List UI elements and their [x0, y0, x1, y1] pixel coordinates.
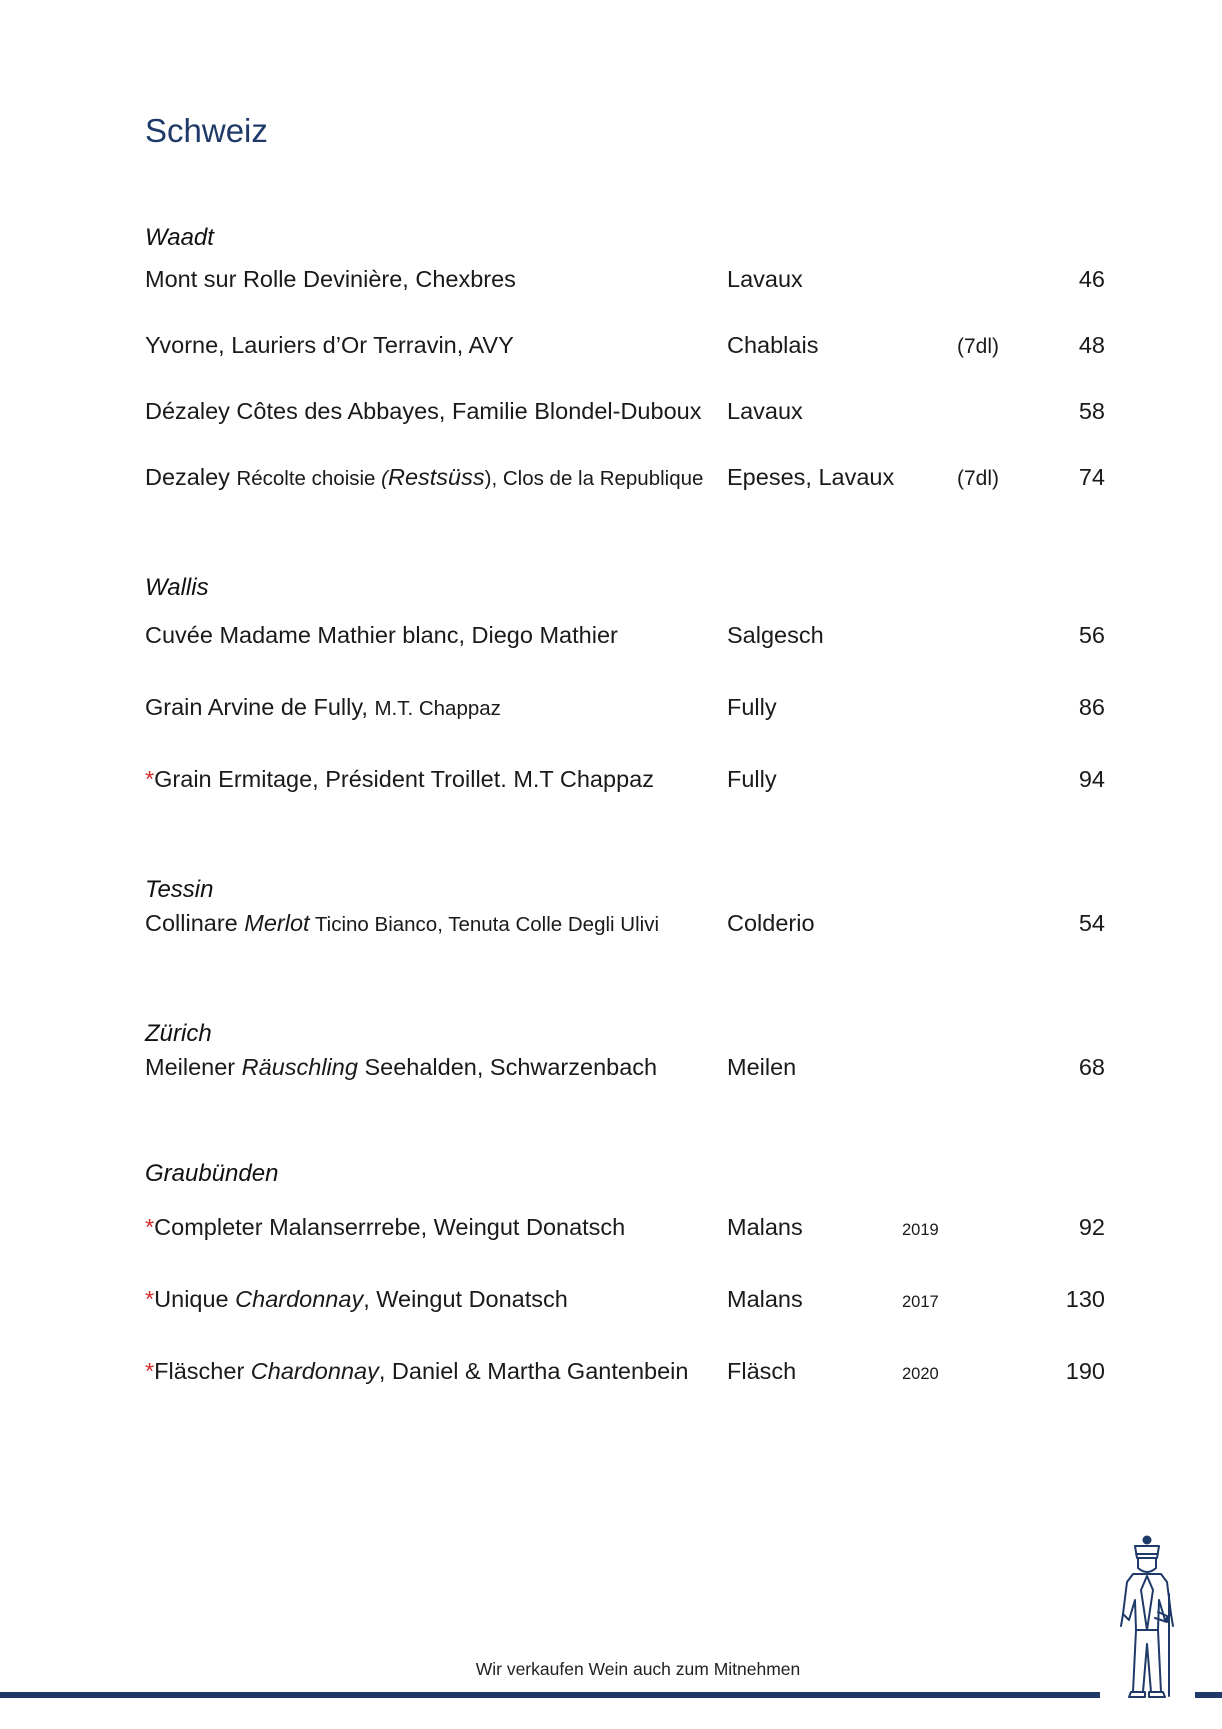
region-heading: Graubünden: [145, 1160, 279, 1187]
sommelier-recommendation-mark: *: [145, 766, 155, 792]
wine-place: Colderio: [727, 910, 815, 936]
wine-name-part: Yvorne, Lauriers d’Or Terravin, AVY: [145, 332, 514, 358]
wine-row: [0, 1054, 1222, 1086]
wine-place: Lavaux: [727, 266, 803, 292]
wine-name-part: Seehalden, Schwarzenbach: [357, 1054, 658, 1080]
wine-row: [0, 694, 1222, 726]
region-heading: Wallis: [145, 574, 209, 601]
wine-price: 74: [1078, 464, 1105, 490]
wine-row: [0, 1286, 1222, 1318]
wine-name: [145, 332, 514, 359]
wine-price: 48: [1078, 332, 1105, 358]
wine-name: [145, 1286, 568, 1313]
page-title: Schweiz: [145, 112, 268, 149]
wine-place: Fully: [727, 766, 777, 792]
wine-name: [145, 266, 516, 293]
wine-name: [145, 694, 501, 721]
wine-name-part: Ticino Bianco, Tenuta Colle Degli Ulivi: [309, 913, 660, 936]
wine-price: 58: [1078, 398, 1105, 424]
wine-name: [145, 464, 703, 491]
region-heading: Tessin: [145, 876, 214, 903]
takeaway-note: Wir verkaufen Wein auch zum Mitnehmen: [475, 1659, 801, 1679]
footer-divider-right: [1195, 1692, 1222, 1698]
wine-row: [0, 910, 1222, 942]
wine-row: [0, 398, 1222, 430]
wine-price: 130: [1065, 1286, 1105, 1312]
wine-name: [145, 1358, 688, 1385]
wine-place: Chablais: [727, 332, 819, 358]
wine-year: 2019: [902, 1221, 939, 1239]
wine-name-part: Restsüss: [387, 464, 485, 490]
sommelier-recommendation-mark: *: [145, 1358, 155, 1384]
wine-name: [145, 1214, 625, 1241]
wine-price: 92: [1078, 1214, 1105, 1240]
wine-volume: (7dl): [957, 467, 1000, 490]
sommelier-recommendation-mark: *: [145, 1214, 155, 1240]
wine-name-part: Räuschling: [241, 1054, 358, 1080]
wine-name-part: Chardonnay: [235, 1286, 364, 1312]
wine-row: [0, 266, 1222, 298]
wine-name-part: Dezaley: [145, 464, 237, 490]
wine-row: [0, 464, 1222, 496]
wine-name-part: M.T. Chappaz: [374, 697, 501, 720]
wine-price: 68: [1078, 1054, 1105, 1080]
wine-price: 86: [1078, 694, 1105, 720]
wine-name-part: Grain Ermitage, Président Troillet. M.T Chappaz: [154, 766, 654, 792]
wine-year: 2017: [902, 1293, 939, 1311]
wine-name: [145, 766, 654, 793]
wine-row: [0, 1214, 1222, 1246]
wine-name-part: Completer Malanserrrebe, Weingut Donatsch: [154, 1214, 626, 1240]
wine-name-part: Grain Arvine de Fully,: [145, 694, 375, 720]
wine-price: 56: [1078, 622, 1105, 648]
wine-name-part: Meilener: [145, 1054, 242, 1080]
wine-name-part: Merlot: [244, 910, 310, 936]
wine-place: Lavaux: [727, 398, 803, 424]
wine-place: Meilen: [727, 1054, 797, 1080]
wine-price: 190: [1065, 1358, 1105, 1384]
wine-row: [0, 332, 1222, 364]
wine-name-part: ), Clos de la Republique: [484, 467, 704, 490]
region-heading: Zürich: [145, 1020, 212, 1047]
wine-name: [145, 1054, 657, 1081]
wine-name-part: , Daniel & Martha Gantenbein: [378, 1358, 689, 1384]
region-heading: Waadt: [145, 224, 214, 251]
wine-price: 46: [1078, 266, 1105, 292]
wine-name-part: Dézaley Côtes des Abbayes, Familie Blondel-Duboux: [145, 398, 702, 424]
sommelier-recommendation-mark: *: [145, 1286, 155, 1312]
wine-row: [0, 766, 1222, 798]
wine-name-part: Fläscher: [154, 1358, 251, 1384]
wine-volume: (7dl): [957, 335, 1000, 358]
wine-name: [145, 398, 701, 425]
wine-name-part: Unique: [154, 1286, 236, 1312]
wine-row: [0, 1358, 1222, 1390]
wine-name-part: (: [381, 467, 388, 490]
wine-name-part: Mont sur Rolle Devinière, Chexbres: [145, 266, 516, 292]
wine-place: Epeses, Lavaux: [727, 464, 895, 490]
wine-place: Malans: [727, 1286, 803, 1312]
wine-price: 94: [1078, 766, 1105, 792]
footer-divider: [0, 1692, 1100, 1698]
soldier-guard-icon: [1103, 1534, 1193, 1704]
wine-place: Malans: [727, 1214, 803, 1240]
wine-place: Salgesch: [727, 622, 824, 648]
wine-name-part: , Weingut Donatsch: [363, 1286, 568, 1312]
wine-name-part: Récolte choisie: [236, 467, 382, 490]
wine-name-part: Cuvée Madame Mathier blanc, Diego Mathier: [145, 622, 618, 648]
wine-name-part: Chardonnay: [250, 1358, 379, 1384]
wine-place: Fully: [727, 694, 777, 720]
wine-name: [145, 622, 618, 649]
wine-place: Fläsch: [727, 1358, 797, 1384]
wine-name: [145, 910, 659, 937]
wine-year: 2020: [902, 1365, 939, 1383]
wine-name-part: Collinare: [145, 910, 245, 936]
wine-row: [0, 622, 1222, 654]
wine-price: 54: [1078, 910, 1105, 936]
